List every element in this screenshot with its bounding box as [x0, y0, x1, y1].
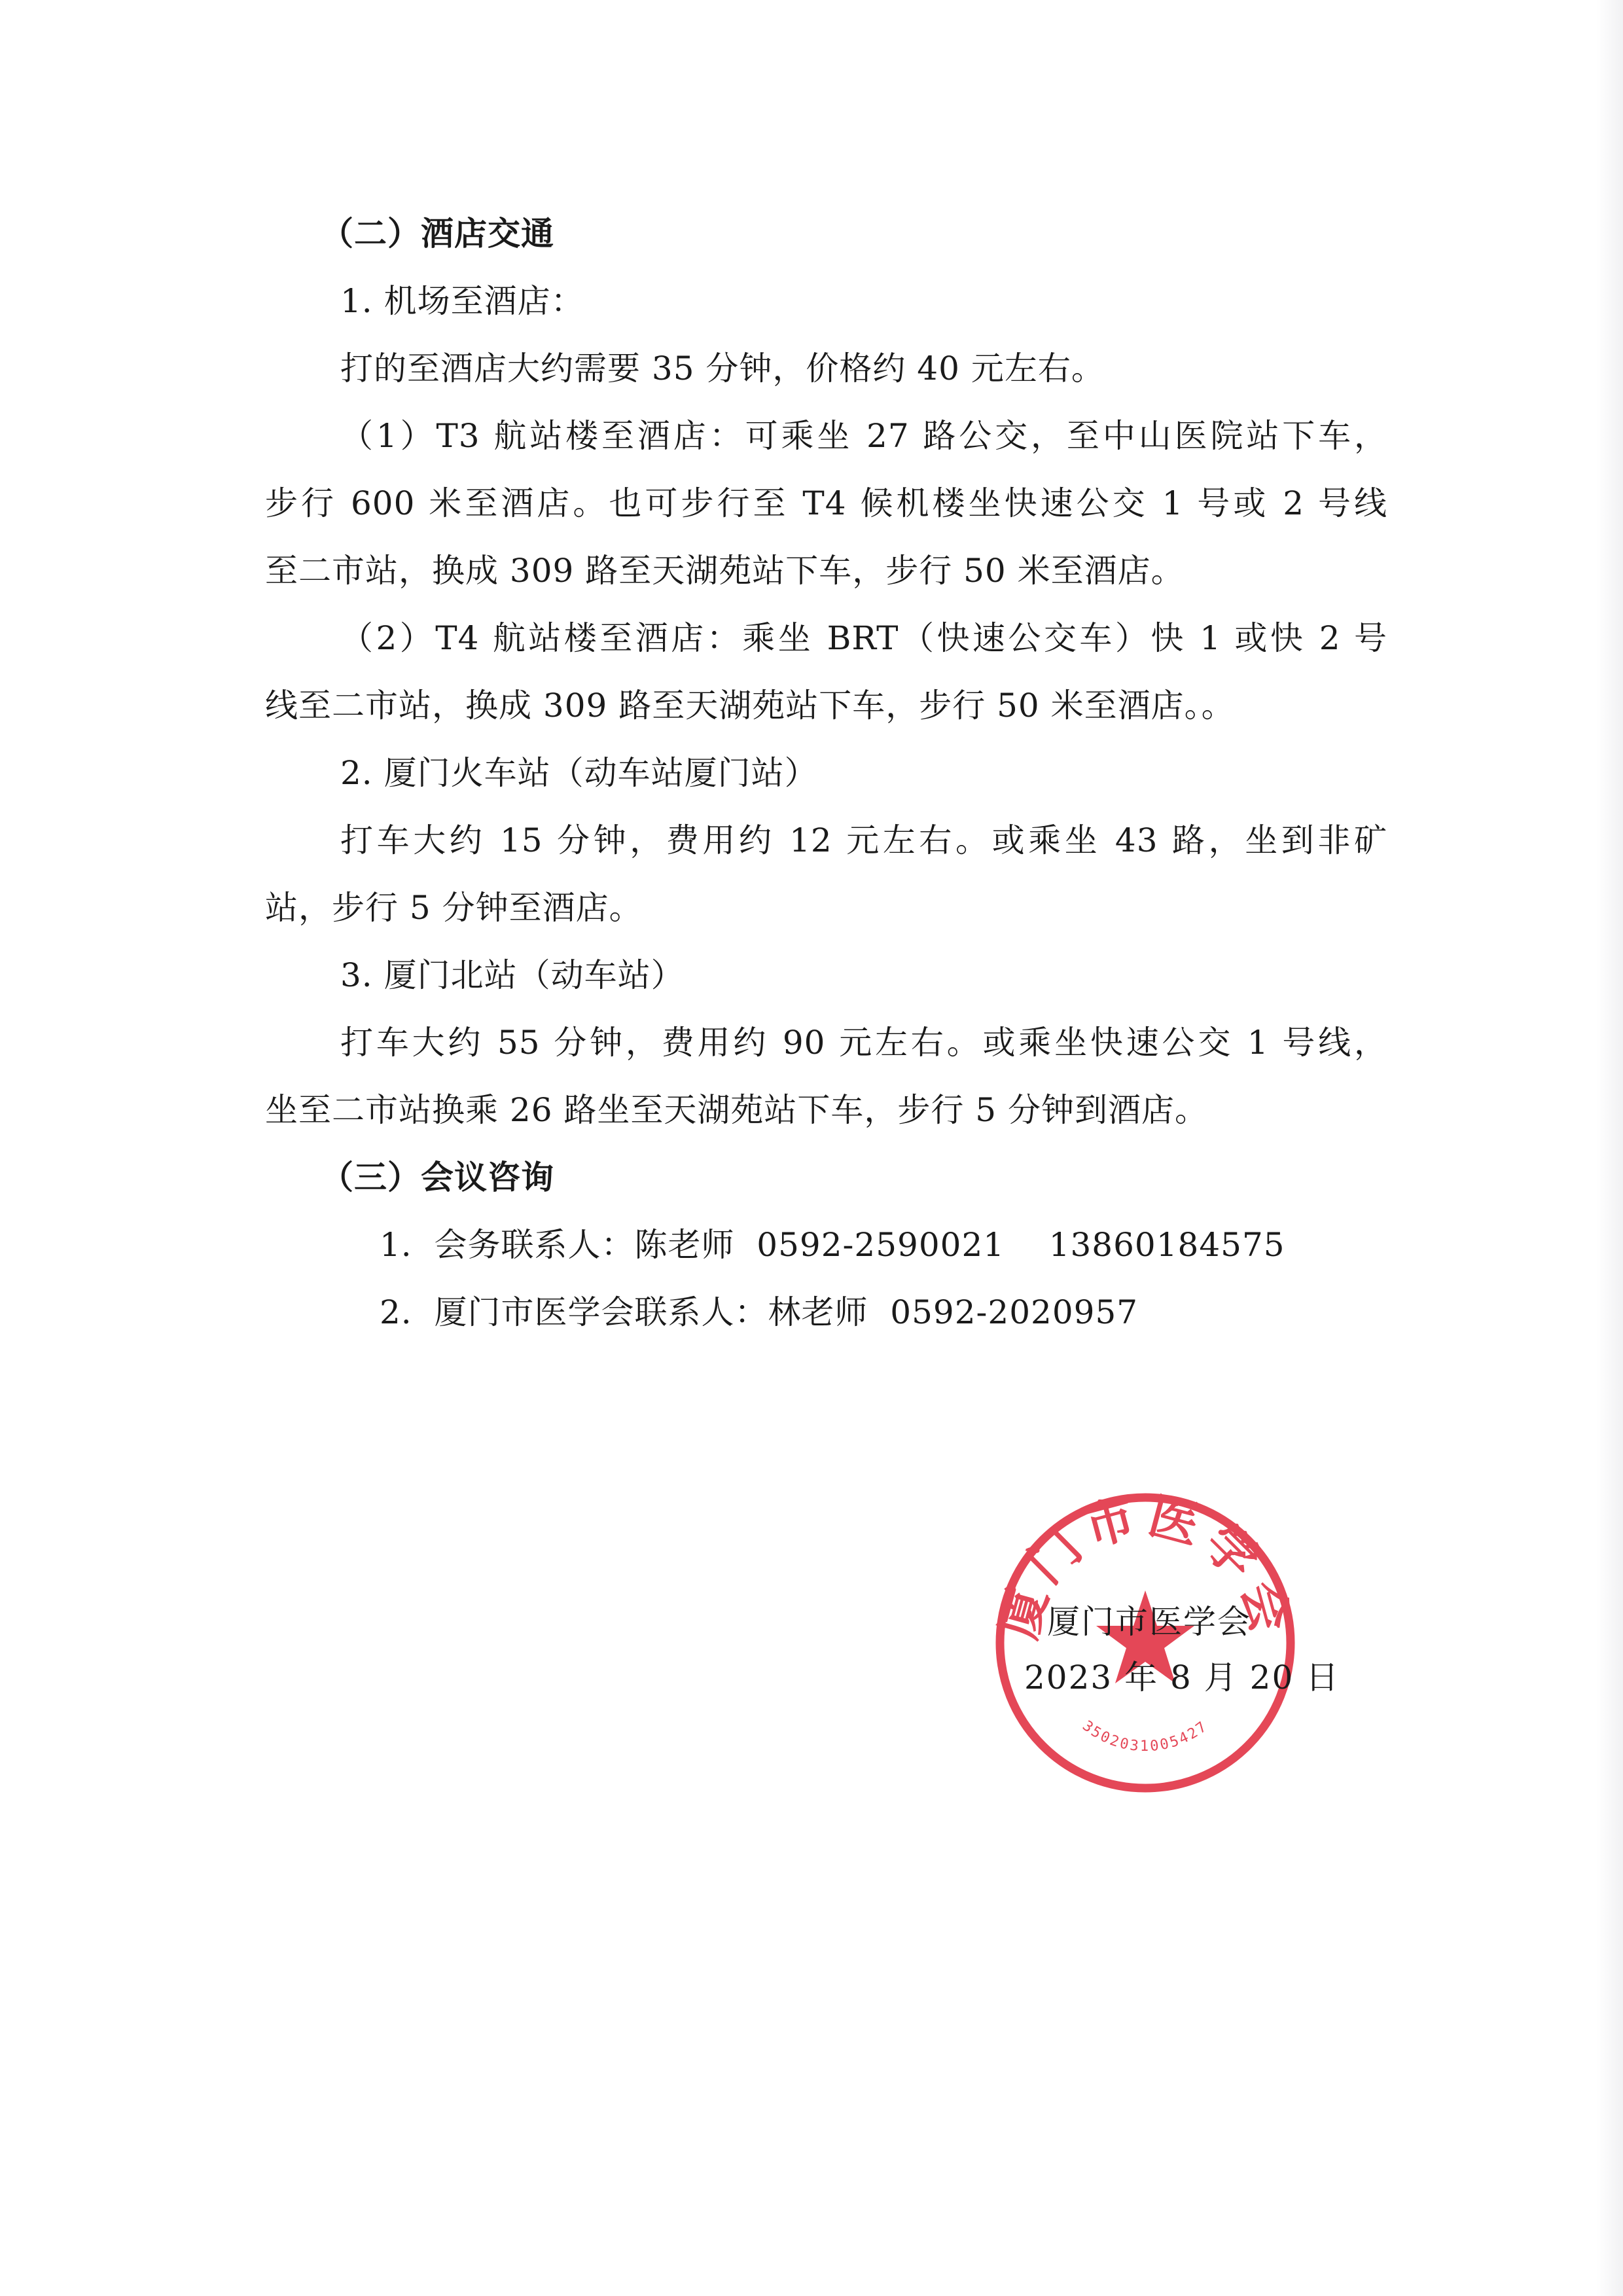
section-heading-consultation: （三）会议咨询 [321, 1158, 554, 1196]
paragraph-north-line1: 打车大约 55 分钟，费用约 90 元左右。或乘坐快速公交 1 号线， [340, 1024, 1387, 1062]
contact-line-2: 2. 厦门市医学会联系人：林老师 0592-2020957 [380, 1293, 1139, 1331]
paragraph-t3-line3: 至二市站，换成 309 路至天湖苑站下车，步行 50 米至酒店。 [265, 552, 1185, 590]
subheading-train-station: 2. 厦门火车站（动车站厦门站） [340, 754, 818, 792]
paragraph-train-line2: 站，步行 5 分钟至酒店。 [265, 889, 643, 927]
paragraph-t3-line2: 步行 600 米至酒店。也可步行至 T4 候机楼坐快速公交 1 号或 2 号线 [265, 484, 1387, 522]
paragraph-train-line1: 打车大约 15 分钟，费用约 12 元左右。或乘坐 43 路，坐到非矿 [340, 821, 1387, 859]
seal-code: 3502031005427 [1079, 1717, 1211, 1755]
contact-line-1: 1. 会务联系人：陈老师 0592-2590021 13860184575 [380, 1226, 1285, 1264]
paragraph-t4-line2: 线至二市站，换成 309 路至天湖苑站下车，步行 50 米至酒店。。 [265, 687, 1235, 725]
signature-organization: 厦门市医学会 [1047, 1603, 1251, 1641]
paragraph-airport-taxi: 打的至酒店大约需要 35 分钟，价格约 40 元左右。 [340, 350, 1105, 387]
section-heading-hotel-transport: （二）酒店交通 [321, 215, 554, 253]
scan-edge [1597, 0, 1623, 2296]
paragraph-t4-line1: （2）T4 航站楼至酒店：乘坐 BRT（快速公交车）快 1 或快 2 号 [340, 619, 1387, 657]
paragraph-north-line2: 坐至二市站换乘 26 路坐至天湖苑站下车，步行 5 分钟到酒店。 [265, 1091, 1209, 1129]
seal-text: 厦门市医学会 [989, 1486, 1302, 1645]
signature-date: 2023 年 8 月 20 日 [1024, 1659, 1340, 1696]
paragraph-t3-line1: （1）T3 航站楼至酒店：可乘坐 27 路公交，至中山医院站下车， [340, 417, 1387, 455]
subheading-airport: 1. 机场至酒店： [340, 282, 584, 320]
subheading-north-station: 3. 厦门北站（动车站） [340, 956, 685, 994]
